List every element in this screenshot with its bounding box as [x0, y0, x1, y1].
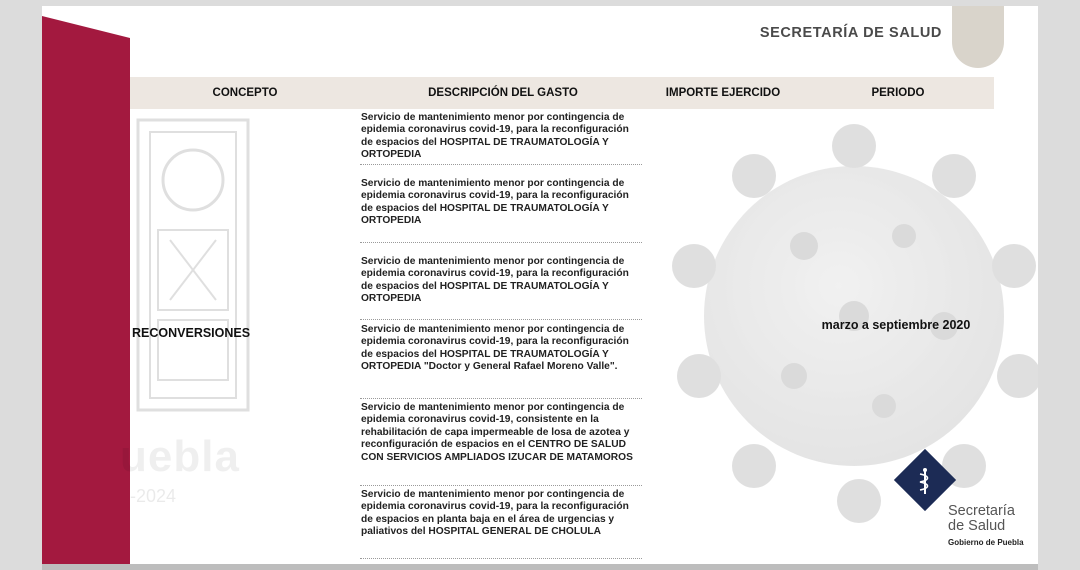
- years-watermark-text: -2024: [130, 486, 177, 506]
- description-item: Servicio de mantenimiento menor por contingencia de epidemia coronavirus covid-19, consistente en la rehabilitación de capa impermeable de losa de azotea y reconfiguración de espacios en el CENTRO DE SALUD CON SERVICIOS AMPLIADOS IZUCAR DE MATAMOROS: [361, 402, 633, 463]
- description-item: Servicio de mantenimiento menor por contingencia de epidemia coronavirus covid-19, para la reconfiguración de espacios del HOSPITAL DE TRAUMATOLOGÍA Y ORTOPEDIA "Doctor y General Rafael Moreno Valle".: [361, 324, 629, 373]
- top-decorative-tab: [952, 6, 1004, 68]
- logo-name-line1: Secretaría: [948, 503, 1015, 519]
- description-item: Servicio de mantenimiento menor por contingencia de epidemia coronavirus covid-19, para la reconfiguración de espacios del HOSPITAL DE TRAUMATOLOGÍA Y ORTOPEDIA: [361, 256, 629, 305]
- maroon-side-band: [42, 16, 130, 564]
- row-divider: [360, 242, 642, 243]
- row-divider: [360, 164, 642, 165]
- description-item: Servicio de mantenimiento menor por contingencia de epidemia coronavirus covid-19, para la reconfiguración de espacios del HOSPITAL DE TRAUMATOLOGÍA Y ORTOPEDIA: [361, 112, 629, 161]
- column-header-descripcion: DESCRIPCIÓN DEL GASTO: [428, 87, 578, 99]
- row-divider: [360, 485, 642, 486]
- column-header-importe: IMPORTE EJERCIDO: [665, 87, 781, 99]
- logo-name: [948, 504, 1038, 534]
- caduceus-icon: [904, 466, 946, 496]
- logo-subtitle: Gobierno de Puebla: [948, 538, 1024, 547]
- logo-name-line2: de Salud: [948, 518, 1006, 534]
- description-item: Servicio de mantenimiento menor por contingencia de epidemia coronavirus covid-19, para la reconfiguración de espacios del HOSPITAL DE TRAUMATOLOGÍA Y ORTOPEDIA: [361, 178, 629, 227]
- row-divider: [360, 319, 642, 320]
- period-cell: marzo a septiembre 2020: [821, 318, 971, 332]
- description-item: Servicio de mantenimiento menor por contingencia de epidemia coronavirus covid-19, para la reconfiguración de espacios en planta baja en el área de urgencias y paliativos del HOSPITAL GENERAL DE CHOLULA: [361, 489, 629, 538]
- row-divider: [360, 558, 642, 559]
- table-header: [130, 77, 994, 109]
- column-header-concepto: CONCEPTO: [212, 87, 278, 99]
- concept-cell: RECONVERSIONES: [132, 326, 251, 340]
- page-title: SECRETARÍA DE SALUD: [759, 25, 942, 41]
- bottom-edge-bar: [42, 564, 1038, 570]
- row-divider: [360, 398, 642, 399]
- column-header-periodo: PERIODO: [871, 87, 925, 99]
- puebla-watermark-text: uebla: [120, 432, 240, 481]
- slide-page: [42, 6, 1038, 564]
- state-seal-watermark: [130, 110, 256, 420]
